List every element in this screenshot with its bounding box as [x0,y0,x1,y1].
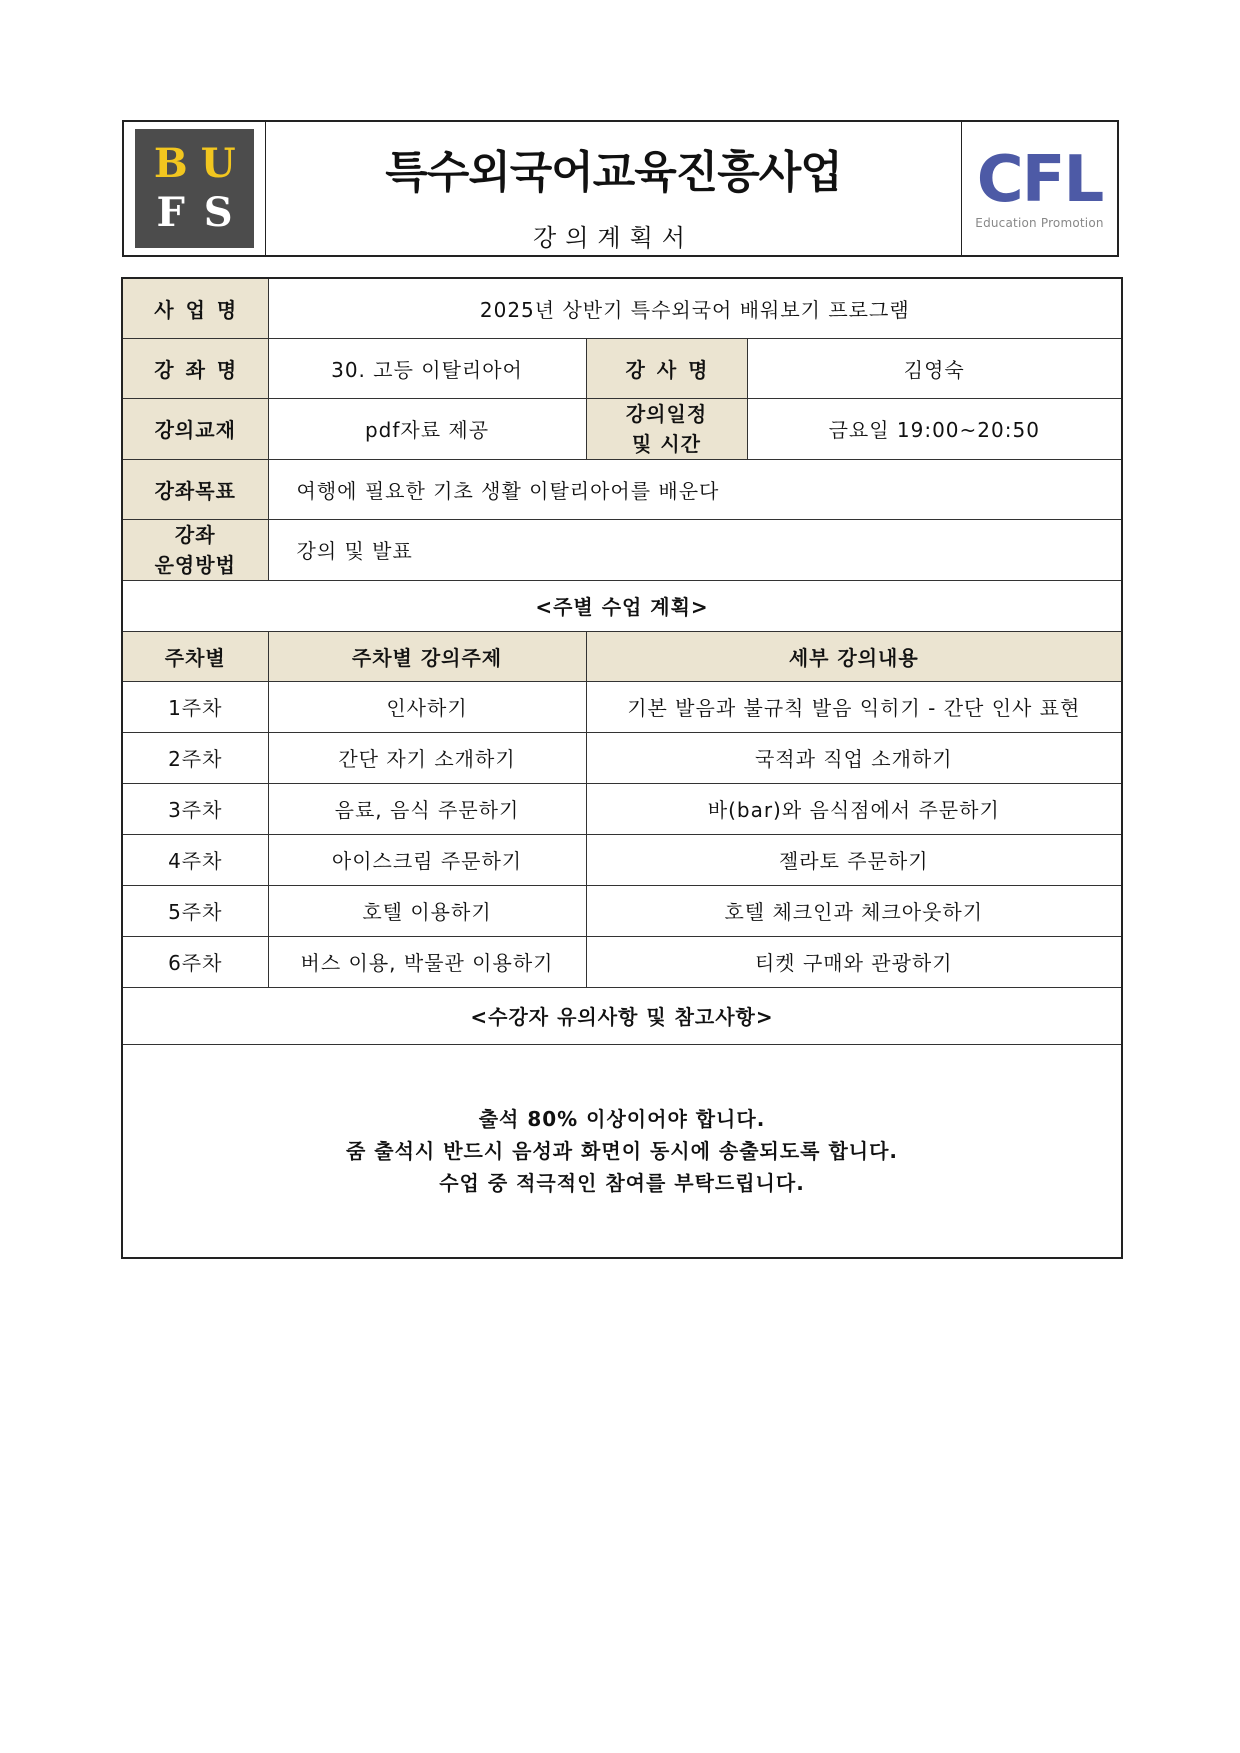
goal-value: 여행에 필요한 기초 생활 이탈리아어를 배운다 [268,459,1122,519]
instructor-value: 김영숙 [747,338,1122,398]
note-line: 수업 중 적극적인 참여를 부탁드립니다. [439,1170,805,1195]
instructor-label: 강사명 [586,338,747,398]
week-cell: 1주차 [122,681,268,732]
weekly-header-row [122,631,1122,681]
bufs-logo-letter: S [203,189,233,237]
notes-section-title: <수강자 유의사항 및 참고사항> [122,987,1122,1044]
topic-cell: 버스 이용, 박물관 이용하기 [268,936,586,987]
topic-column-header: 주차별 강의주제 [268,631,586,681]
table-row [122,732,1122,783]
schedule-label [586,398,747,459]
table-row [122,783,1122,834]
bufs-logo-letter: U [200,139,236,187]
bufs-logo-letter: B [153,139,188,187]
notes-cell [122,1044,1122,1258]
textbook-row [122,398,1122,459]
schedule-label-line: 및 시간 [632,431,701,456]
method-value: 강의 및 발표 [268,519,1122,580]
method-row [122,519,1122,580]
cfl-logo-cell [961,122,1117,255]
table-row [122,936,1122,987]
syllabus-table [121,277,1123,1259]
cfl-logo: CFL [976,142,1103,217]
course-label: 강좌명 [122,338,268,398]
textbook-value: pdf자료 제공 [268,398,586,459]
topic-cell: 아이스크림 주문하기 [268,834,586,885]
detail-cell: 티켓 구매와 관광하기 [586,936,1122,987]
week-cell: 6주차 [122,936,268,987]
bufs-logo-letter: F [156,189,185,237]
note-line: 줌 출석시 반드시 음성과 화면이 동시에 송출되도록 합니다. [346,1138,899,1163]
topic-cell: 음료, 음식 주문하기 [268,783,586,834]
method-label-line: 강좌 [174,522,216,547]
textbook-label: 강의교재 [122,398,268,459]
note-line: 출석 80% 이상이어야 합니다. [478,1106,766,1131]
goal-row [122,459,1122,519]
page-subtitle: 강의계획서 [533,224,694,252]
table-row [122,834,1122,885]
table-row [122,681,1122,732]
week-column-header: 주차별 [122,631,268,681]
method-label-line: 운영방법 [154,552,236,577]
week-cell: 4주차 [122,834,268,885]
project-value: 2025년 상반기 특수외국어 배워보기 프로그램 [268,278,1122,338]
weekly-section-title: <주별 수업 계획> [122,580,1122,631]
project-label: 사업명 [122,278,268,338]
header-title-cell [266,122,961,255]
detail-cell: 호텔 체크인과 체크아웃하기 [586,885,1122,936]
schedule-label-line: 강의일정 [625,401,708,426]
bufs-logo [135,129,254,248]
topic-cell: 인사하기 [268,681,586,732]
page-title: 특수외국어교육진흥사업 [385,147,842,198]
detail-cell: 국적과 직업 소개하기 [586,732,1122,783]
bufs-logo-cell [124,122,266,255]
course-value: 30. 고등 이탈리아어 [268,338,586,398]
notes-row [122,1044,1122,1258]
document-header [122,120,1119,257]
detail-cell: 기본 발음과 불규칙 발음 익히기 - 간단 인사 표현 [586,681,1122,732]
schedule-value: 금요일 19:00~20:50 [747,398,1122,459]
week-cell: 5주차 [122,885,268,936]
goal-label: 강좌목표 [122,459,268,519]
method-label [122,519,268,580]
table-row [122,885,1122,936]
notes-section-row [122,987,1122,1044]
detail-column-header: 세부 강의내용 [586,631,1122,681]
course-row [122,338,1122,398]
project-row [122,278,1122,338]
weekly-section-row [122,580,1122,631]
topic-cell: 호텔 이용하기 [268,885,586,936]
topic-cell: 간단 자기 소개하기 [268,732,586,783]
cfl-logo-subtitle: Education Promotion [975,215,1104,230]
detail-cell: 젤라토 주문하기 [586,834,1122,885]
week-cell: 3주차 [122,783,268,834]
detail-cell: 바(bar)와 음식점에서 주문하기 [586,783,1122,834]
week-cell: 2주차 [122,732,268,783]
